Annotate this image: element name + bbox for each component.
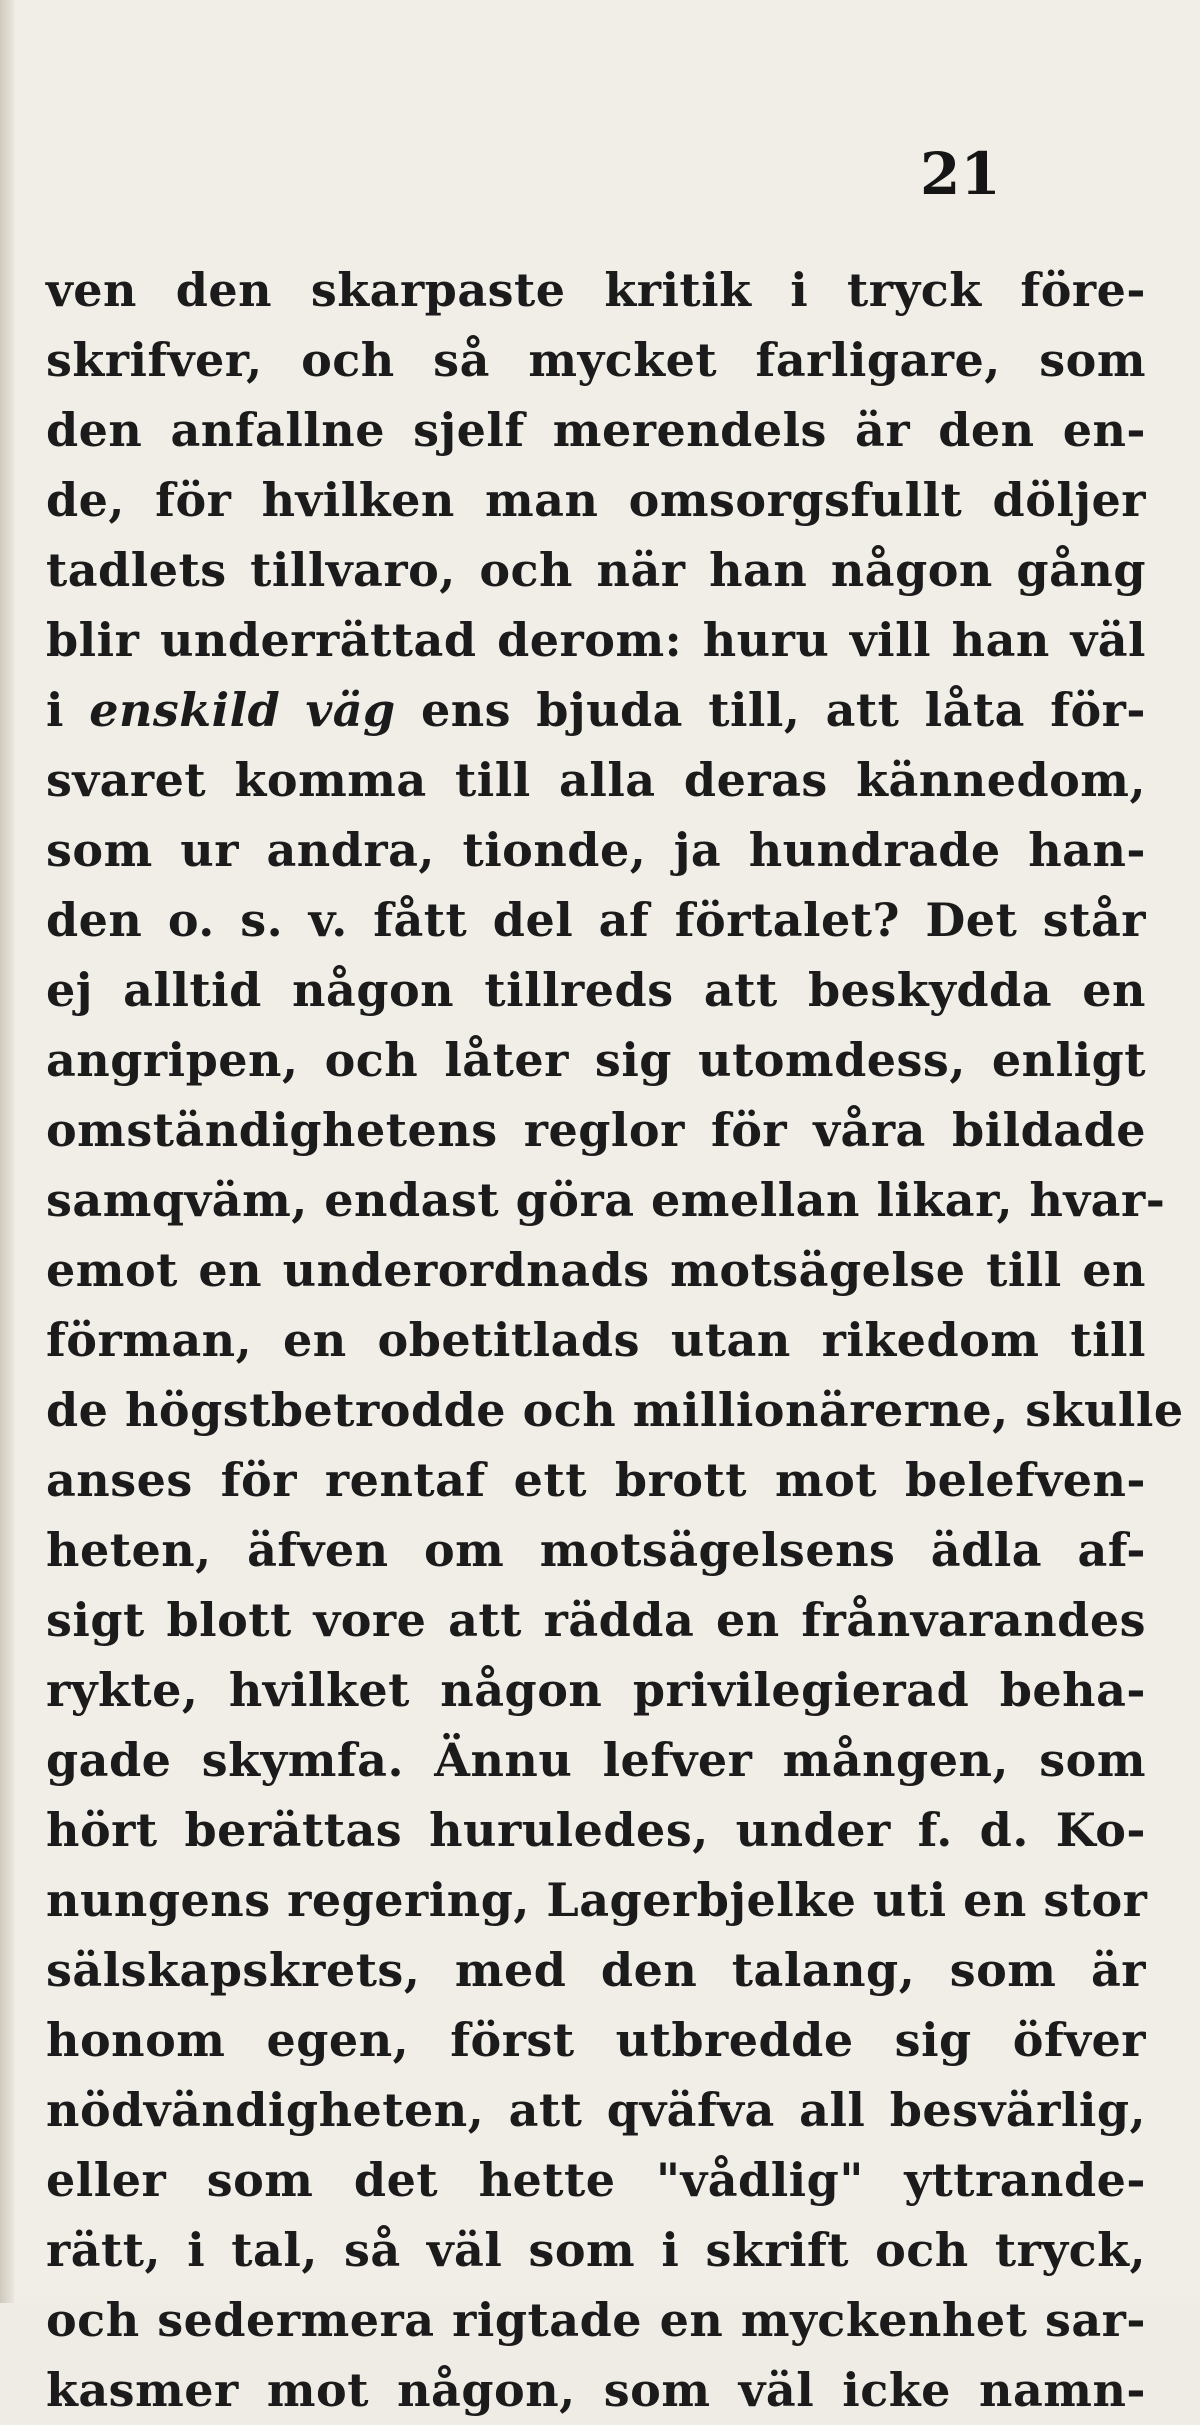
text-line-1: ven den skarpaste kritik i tryck före-	[46, 263, 1146, 317]
text-line-20: sigt blott vore att rädda en frånvarandes	[46, 1593, 1146, 1647]
page-number: 21	[920, 140, 1001, 208]
page-edge	[0, 0, 14, 2303]
text-line-12: angripen, och låter sig utomdess, enligt	[46, 1033, 1146, 1087]
text-line-31: kasmer mot någon, som väl icke namn-	[46, 2363, 1146, 2417]
text-line-8: svaret komma till alla deras kännedom,	[46, 753, 1146, 807]
text-line-23: hört berättas huruledes, under f. d. Ko-	[46, 1803, 1146, 1857]
body-text	[46, 255, 1184, 2425]
text-line-4: de, för hvilken man omsorgsfullt döljer	[46, 473, 1146, 527]
text-line-6: blir underrättad derom: huru vill han väl	[46, 613, 1146, 667]
text-line-15: emot en underordnads motsägelse till en	[46, 1243, 1146, 1297]
text-line-14: samqväm, endast göra emellan likar, hvar-	[46, 1173, 1166, 1227]
text-line-10: den o. s. v. fått del af förtalet? Det står	[46, 893, 1146, 947]
text-line-19: heten, äfven om motsägelsens ädla af-	[46, 1523, 1146, 1577]
text-line-25: sälskapskrets, med den talang, som är	[46, 1943, 1146, 1997]
text-line-3: den anfallne sjelf merendels är den en-	[46, 403, 1146, 457]
text-line-29: rätt, i tal, så väl som i skrift och tryck,	[46, 2223, 1146, 2277]
text-line-27: nödvändigheten, att qväfva all besvärlig,	[46, 2083, 1146, 2137]
text-line-7-italic: enskild väg	[89, 683, 396, 737]
text-line-18: anses för rentaf ett brott mot belefven-	[46, 1453, 1146, 1507]
text-line-24: nungens regering, Lagerbjelke uti en stor	[46, 1873, 1148, 1927]
text-line-7	[46, 675, 1146, 745]
text-line-16: förman, en obetitlads utan rikedom till	[46, 1313, 1146, 1367]
text-line-21: rykte, hvilket någon privilegierad beha-	[46, 1663, 1146, 1717]
text-line-28: eller som det hette "vådlig" yttrande-	[46, 2153, 1146, 2207]
text-line-9: som ur andra, tionde, ja hundrade han-	[46, 823, 1146, 877]
text-line-26: honom egen, först utbredde sig öfver	[46, 2013, 1146, 2067]
text-line-30: och sedermera rigtade en myckenhet sar-	[46, 2293, 1146, 2347]
text-line-2: skrifver, och så mycket farligare, som	[46, 333, 1146, 387]
text-line-17: de högstbetrodde och millionärerne, skulle	[46, 1383, 1184, 1437]
text-line-11: ej alltid någon tillreds att beskydda en	[46, 963, 1146, 1017]
text-line-7-prefix: i	[46, 683, 90, 737]
text-line-22: gade skymfa. Ännu lefver mången, som	[46, 1733, 1146, 1787]
text-line-7-suffix: ens bjuda till, att låta för-	[395, 683, 1146, 737]
text-line-13: omständighetens reglor för våra bildade	[46, 1103, 1146, 1157]
text-line-5: tadlets tillvaro, och när han någon gång	[46, 543, 1146, 597]
